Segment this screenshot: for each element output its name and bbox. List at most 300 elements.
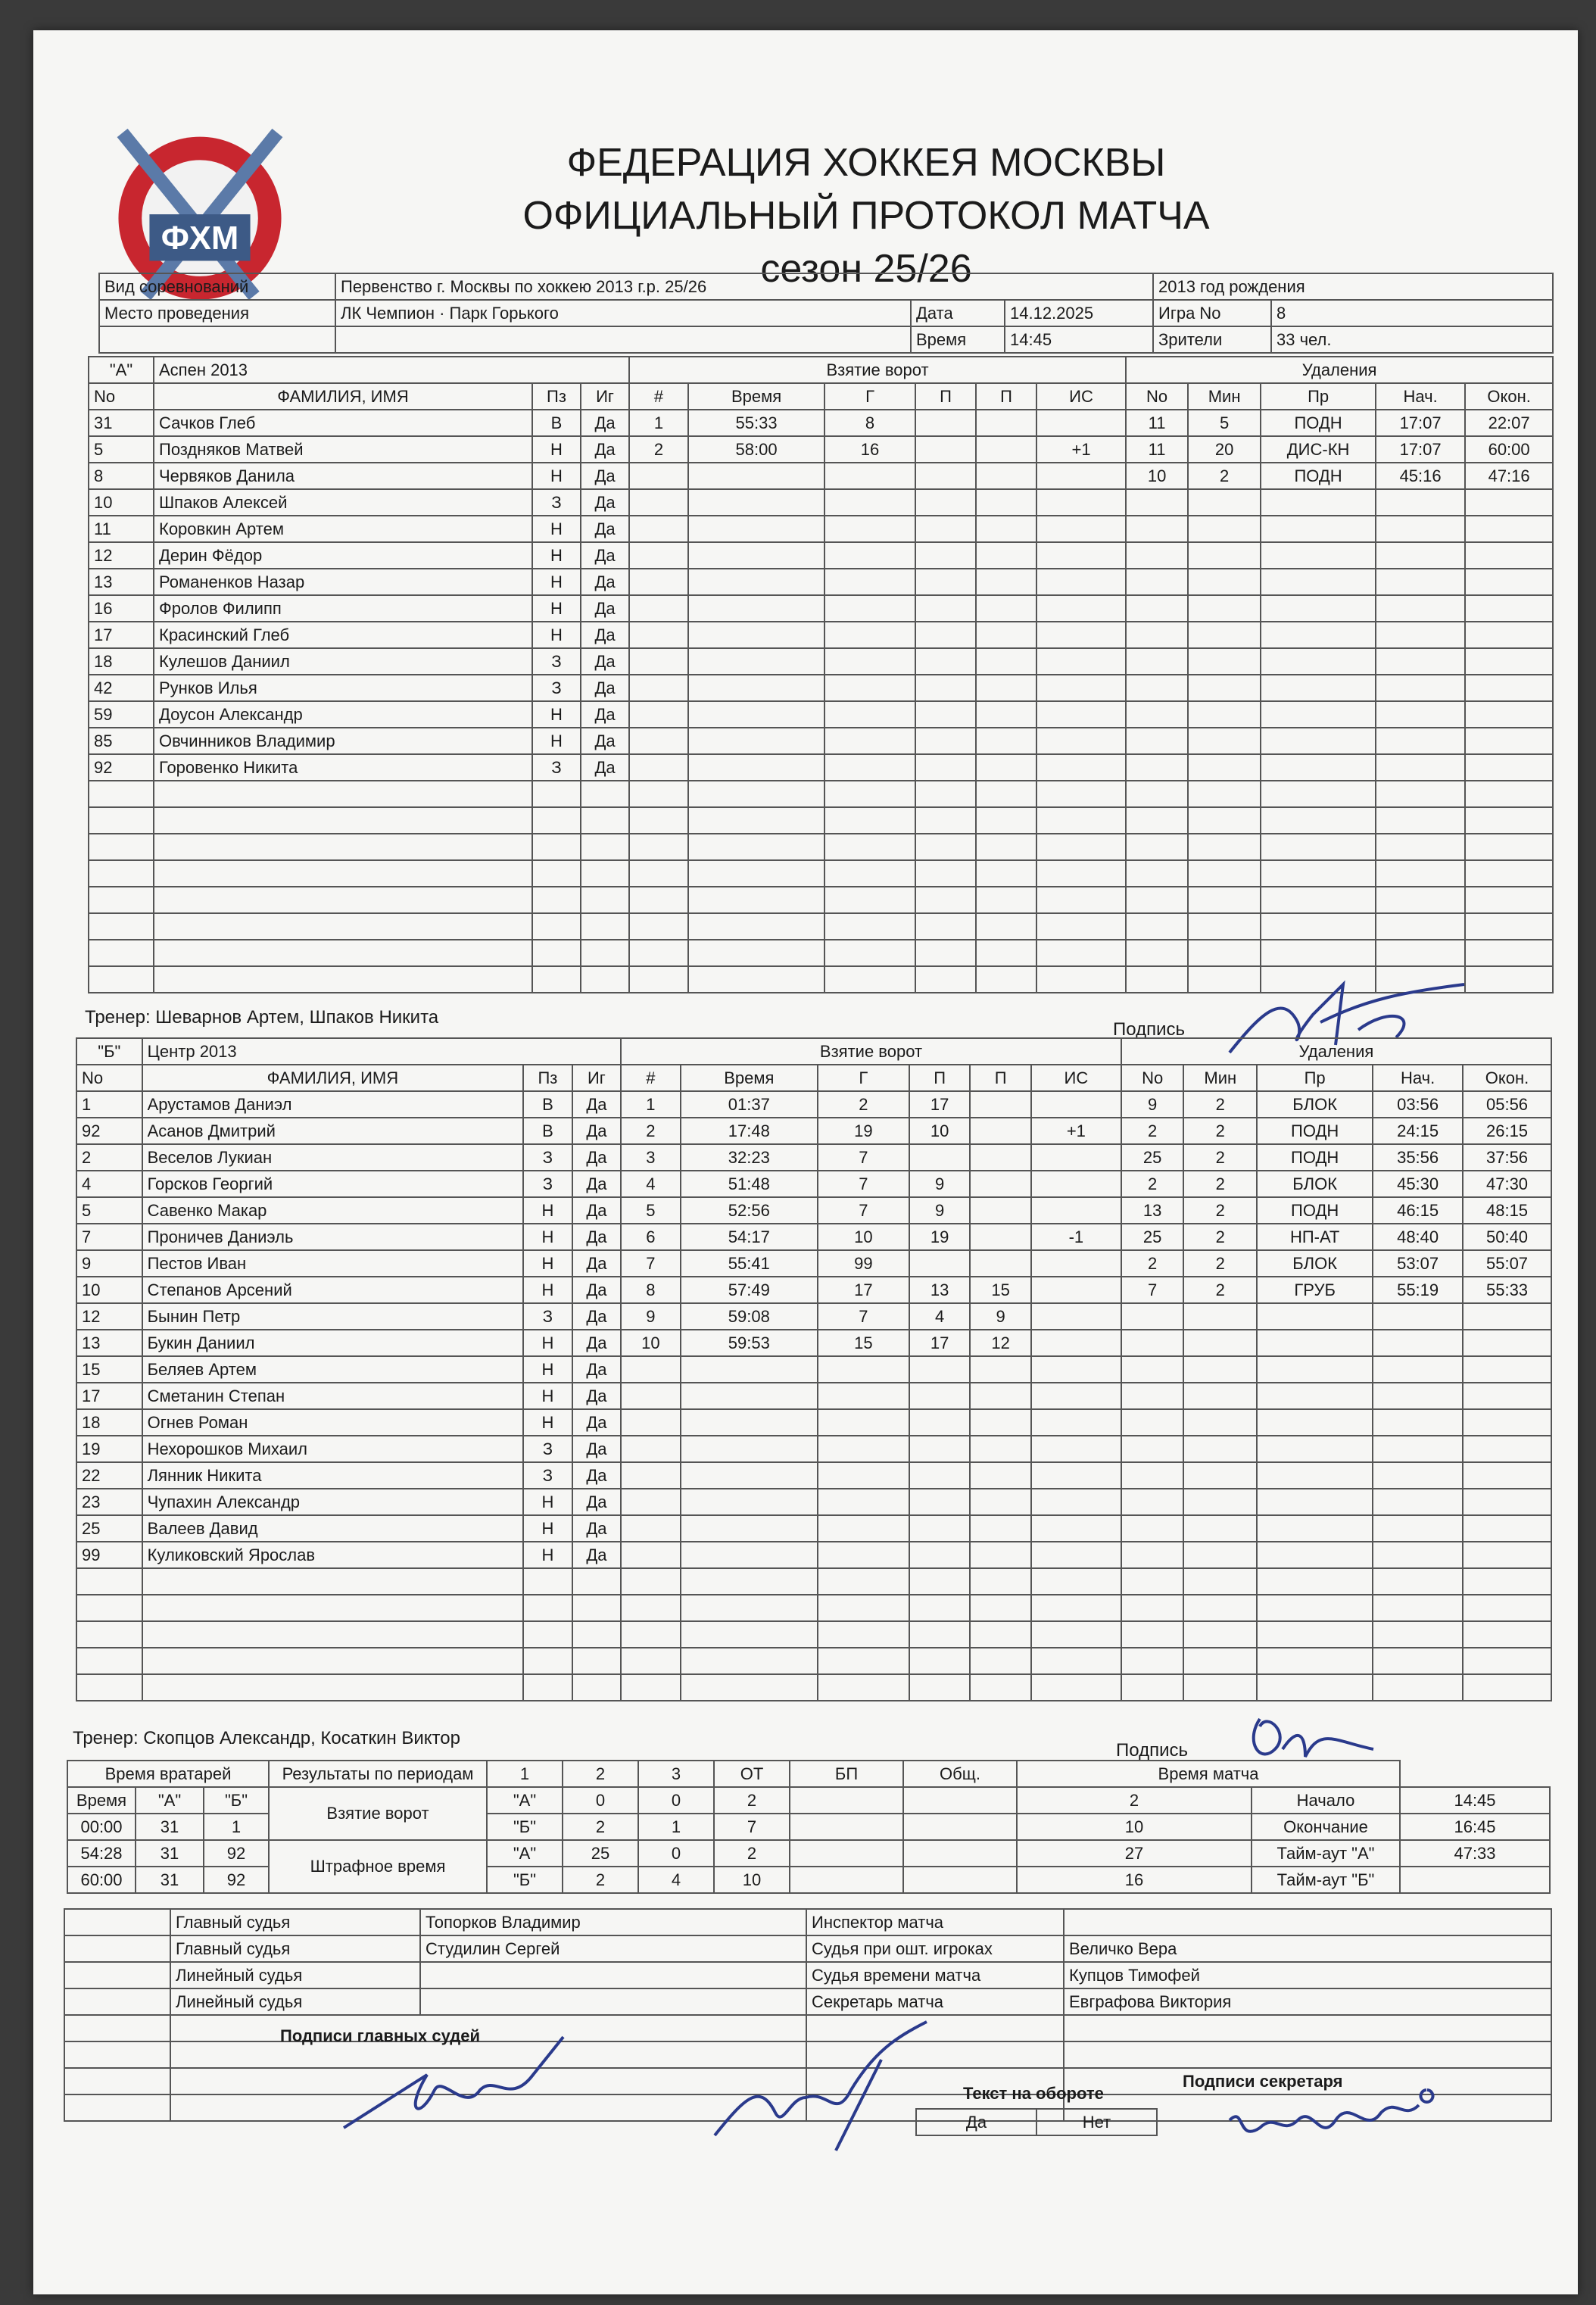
penalty-cell (1373, 1303, 1463, 1330)
player-cell (142, 1674, 524, 1701)
goal-cell (970, 1250, 1031, 1277)
penalty-cell (1376, 728, 1465, 754)
goal-cell (824, 648, 915, 675)
goal-cell (681, 1621, 818, 1648)
period-cell (903, 1867, 1017, 1893)
goal-cell (909, 1462, 971, 1489)
referee1-signature-icon (336, 2029, 578, 2135)
table-row (76, 1595, 1551, 1621)
penalty-cell: 2 (1183, 1250, 1257, 1277)
penalty-cell (1126, 595, 1188, 622)
penalty-cell (1188, 675, 1261, 701)
penalty-cell: 35:56 (1373, 1144, 1463, 1171)
goal-cell (818, 1436, 909, 1462)
goal-cell (976, 516, 1036, 542)
player-cell: Арустамов Даниэл (142, 1091, 524, 1118)
penalty-cell (1188, 648, 1261, 675)
goal-cell (1036, 728, 1126, 754)
penalty-cell (1465, 728, 1553, 754)
player-cell: Да (572, 1250, 621, 1277)
penalty-cell (1373, 1383, 1463, 1409)
goal-cell: 8 (824, 410, 915, 436)
col-pz: Пз (523, 1065, 572, 1091)
penalty-cell: ДИС-КН (1261, 436, 1376, 463)
sig-area3 (1064, 2015, 1551, 2041)
player-cell: 42 (89, 675, 154, 701)
goal-cell (909, 1674, 971, 1701)
penalty-cell (1183, 1621, 1257, 1648)
goal-cell (1036, 807, 1126, 834)
blank-cell (64, 2094, 170, 2121)
penalty-cell (1126, 569, 1188, 595)
player-cell (154, 913, 532, 940)
penalty-cell (1373, 1489, 1463, 1515)
table-row (89, 860, 1553, 887)
player-cell (89, 781, 154, 807)
penalty-cell (1126, 834, 1188, 860)
penalty-cell (1188, 807, 1261, 834)
goal-cell (976, 595, 1036, 622)
penalty-cell (1465, 648, 1553, 675)
col-goal-scorer: Г (824, 383, 915, 410)
mt-label: Окончание (1252, 1814, 1400, 1840)
penalty-cell (1126, 966, 1188, 993)
goal-cell: 32:23 (681, 1144, 818, 1171)
player-cell: 10 (76, 1277, 142, 1303)
player-cell: Н (523, 1224, 572, 1250)
player-cell: 19 (76, 1436, 142, 1462)
player-cell: Н (523, 1489, 572, 1515)
goal-cell (1036, 701, 1126, 728)
penalty-cell (1376, 913, 1465, 940)
player-cell (154, 940, 532, 966)
player-cell: Да (572, 1356, 621, 1383)
player-cell: 22 (76, 1462, 142, 1489)
goal-cell (681, 1356, 818, 1383)
goal-cell (970, 1409, 1031, 1436)
penalty-cell (1188, 622, 1261, 648)
penalty-cell: 24:15 (1373, 1118, 1463, 1144)
secretary-signature-label: Подписи секретаря (1183, 2072, 1343, 2091)
goal-cell (970, 1542, 1031, 1568)
goal-cell (824, 754, 915, 781)
penalty-cell (1257, 1648, 1373, 1674)
col-assist2: П (976, 383, 1036, 410)
penalty-cell: 20 (1188, 436, 1261, 463)
official-role2: Инспектор матча (806, 1909, 1064, 1935)
goal-cell: 1 (621, 1091, 681, 1118)
goal-cell (1031, 1303, 1121, 1330)
col-name: ФАМИЛИЯ, ИМЯ (142, 1065, 524, 1091)
goal-cell: -1 (1031, 1224, 1121, 1250)
table-row (89, 569, 1553, 595)
main-referees-signatures-label: Подписи главных судей (280, 2026, 481, 2045)
table-row (89, 648, 1553, 675)
penalty-cell (1465, 754, 1553, 781)
table-row (76, 1171, 1551, 1197)
player-cell: 92 (76, 1118, 142, 1144)
penalty-cell (1463, 1303, 1551, 1330)
player-cell: Бынин Петр (142, 1303, 524, 1330)
goal-cell (970, 1621, 1031, 1648)
table-row (76, 1515, 1551, 1542)
team-a-coach: Тренер: Шеварнов Артем, Шпаков Никита (85, 1007, 439, 1028)
period-cell: 0 (563, 1787, 638, 1814)
penalty-cell (1257, 1409, 1373, 1436)
penalty-cell (1376, 860, 1465, 887)
player-cell: Н (523, 1197, 572, 1224)
table-row (89, 701, 1553, 728)
penalty-cell (1261, 701, 1376, 728)
mt-label: Тайм-аут "А" (1252, 1840, 1400, 1867)
penalty-cell (1376, 648, 1465, 675)
period-cell: 0 (638, 1787, 714, 1814)
penalty-cell (1373, 1356, 1463, 1383)
player-cell: Да (572, 1197, 621, 1224)
match-time-title: Время матча (1017, 1761, 1400, 1787)
goal-cell (976, 887, 1036, 913)
goal-cell (681, 1383, 818, 1409)
col-goal-scorer: Г (818, 1065, 909, 1091)
player-cell: Горовенко Никита (154, 754, 532, 781)
goal-cell (818, 1409, 909, 1436)
penalty-cell (1463, 1462, 1551, 1489)
col-no: No (76, 1065, 142, 1091)
player-cell (523, 1568, 572, 1595)
penalty-cell (1126, 887, 1188, 913)
goal-cell (629, 966, 688, 993)
penalty-cell (1465, 834, 1553, 860)
period-cell: "А" (487, 1787, 563, 1814)
goal-cell (976, 728, 1036, 754)
goal-cell (976, 622, 1036, 648)
penalty-cell (1188, 701, 1261, 728)
gk-cell: 1 (204, 1814, 269, 1840)
penalty-cell (1126, 860, 1188, 887)
goal-cell (970, 1144, 1031, 1171)
player-cell (76, 1674, 142, 1701)
goal-cell: 4 (621, 1171, 681, 1197)
penalty-cell (1121, 1648, 1184, 1674)
player-cell (142, 1568, 524, 1595)
penalty-cell (1463, 1568, 1551, 1595)
goal-cell (1031, 1250, 1121, 1277)
player-cell: 12 (89, 542, 154, 569)
official-name2: Величко Вера (1064, 1935, 1551, 1962)
goal-cell (1036, 940, 1126, 966)
table-row (89, 410, 1553, 436)
penalty-cell (1463, 1542, 1551, 1568)
player-cell: З (523, 1144, 572, 1171)
penalty-cell: ПОДН (1261, 410, 1376, 436)
penalty-cell (1261, 595, 1376, 622)
table-row (76, 1436, 1551, 1462)
official-name: Топорков Владимир (420, 1909, 806, 1935)
player-cell: Да (581, 728, 629, 754)
penalty-cell (1121, 1595, 1184, 1621)
goal-cell (1036, 754, 1126, 781)
period-cell (903, 1814, 1017, 1840)
penalty-cell (1463, 1409, 1551, 1436)
player-cell: Да (581, 489, 629, 516)
player-cell: Да (581, 463, 629, 489)
player-cell: Чупахин Александр (142, 1489, 524, 1515)
goal-cell (1031, 1144, 1121, 1171)
col-is: ИС (1036, 383, 1126, 410)
player-cell: Да (572, 1330, 621, 1356)
goal-cell: 17 (818, 1277, 909, 1303)
official-name: Студилин Сергей (420, 1935, 806, 1962)
penalty-cell (1373, 1568, 1463, 1595)
goal-cell: 57:49 (681, 1277, 818, 1303)
table-row (76, 1409, 1551, 1436)
goal-cell (824, 781, 915, 807)
player-cell: 25 (76, 1515, 142, 1542)
goal-cell (824, 701, 915, 728)
player-cell: З (523, 1171, 572, 1197)
goal-cell (688, 622, 824, 648)
date: 14.12.2025 (1005, 300, 1153, 326)
goal-cell (1036, 489, 1126, 516)
goal-cell (1031, 1383, 1121, 1409)
goal-cell (915, 754, 976, 781)
penalty-cell (1126, 516, 1188, 542)
goal-cell (915, 701, 976, 728)
goal-cell (1031, 1674, 1121, 1701)
player-cell: Проничев Даниэль (142, 1224, 524, 1250)
player-cell (523, 1621, 572, 1648)
player-cell: Шпаков Алексей (154, 489, 532, 516)
goal-cell (970, 1674, 1031, 1701)
protocol-sheet (33, 30, 1578, 2294)
penalty-cell: ПОДН (1257, 1197, 1373, 1224)
penalty-cell (1376, 595, 1465, 622)
player-cell: Н (532, 569, 581, 595)
goal-cell (621, 1383, 681, 1409)
player-cell (89, 834, 154, 860)
goal-cell (629, 595, 688, 622)
penalty-cell (1465, 516, 1553, 542)
blank-cell (64, 2068, 170, 2094)
penalty-cell: ПОДН (1257, 1118, 1373, 1144)
player-cell: Н (523, 1330, 572, 1356)
player-cell: Да (581, 754, 629, 781)
penalty-cell (1126, 701, 1188, 728)
penalty-cell: 37:56 (1463, 1144, 1551, 1171)
penalty-cell (1261, 675, 1376, 701)
player-cell: Н (523, 1356, 572, 1383)
goal-cell (681, 1674, 818, 1701)
goal-cell: 59:53 (681, 1330, 818, 1356)
goal-cell (915, 410, 976, 436)
period-cell: 25 (563, 1840, 638, 1867)
player-cell: 85 (89, 728, 154, 754)
goal-cell (621, 1595, 681, 1621)
penalty-cell (1261, 754, 1376, 781)
penalty-cell: БЛОК (1257, 1250, 1373, 1277)
goal-cell (915, 675, 976, 701)
col-assist2: П (970, 1065, 1031, 1091)
player-cell: Фролов Филипп (154, 595, 532, 622)
penalty-cell (1463, 1595, 1551, 1621)
player-cell: Н (532, 595, 581, 622)
goal-cell: 9 (909, 1197, 971, 1224)
period-cell: 4 (638, 1867, 714, 1893)
player-cell (532, 807, 581, 834)
table-row (76, 1277, 1551, 1303)
period-cell (903, 1787, 1017, 1814)
birth-year: 2013 год рождения (1153, 273, 1553, 300)
player-cell (532, 940, 581, 966)
penalty-cell (1188, 940, 1261, 966)
player-cell: Да (572, 1436, 621, 1462)
penalty-cell (1373, 1330, 1463, 1356)
goal-cell (1031, 1197, 1121, 1224)
penalty-cell (1376, 887, 1465, 913)
player-cell: З (523, 1436, 572, 1462)
penalty-cell (1126, 807, 1188, 834)
mt-label: Тайм-аут "Б" (1252, 1867, 1400, 1893)
penalty-cell: НП-АТ (1257, 1224, 1373, 1250)
penalty-cell: 13 (1121, 1197, 1184, 1224)
goal-cell (915, 913, 976, 940)
goal-cell (818, 1568, 909, 1595)
table-row (89, 887, 1553, 913)
goal-cell (621, 1409, 681, 1436)
goal-cell (688, 860, 824, 887)
table-row (76, 1303, 1551, 1330)
penalty-cell (1463, 1383, 1551, 1409)
penalty-cell (1257, 1515, 1373, 1542)
goal-cell (976, 781, 1036, 807)
goal-cell (681, 1409, 818, 1436)
goal-cell: 4 (909, 1303, 971, 1330)
player-cell: Н (523, 1250, 572, 1277)
goal-cell (688, 940, 824, 966)
penalty-cell (1126, 913, 1188, 940)
goal-cell (681, 1542, 818, 1568)
team-b-coach: Тренер: Скопцов Александр, Косаткин Виктор (73, 1728, 460, 1748)
penalty-cell: 45:30 (1373, 1171, 1463, 1197)
penalty-cell (1183, 1568, 1257, 1595)
goal-cell (970, 1197, 1031, 1224)
player-cell: В (523, 1118, 572, 1144)
goal-cell: 9 (909, 1171, 971, 1197)
player-cell (532, 834, 581, 860)
goal-cell: 12 (970, 1330, 1031, 1356)
penalty-cell: 5 (1188, 410, 1261, 436)
penalty-cell: 2 (1183, 1224, 1257, 1250)
player-cell (142, 1595, 524, 1621)
col-ig: Иг (572, 1065, 621, 1091)
goal-cell (1031, 1489, 1121, 1515)
penalty-cell (1261, 622, 1376, 648)
goal-cell (818, 1383, 909, 1409)
goal-cell (818, 1648, 909, 1674)
blank-cell (64, 1962, 170, 1988)
penalty-cell (1183, 1383, 1257, 1409)
goal-cell (824, 569, 915, 595)
penalty-cell (1188, 754, 1261, 781)
official-name (420, 1962, 806, 1988)
goal-cell (909, 1436, 971, 1462)
goal-cell (1036, 913, 1126, 940)
title-block (336, 136, 1396, 295)
goal-cell (970, 1224, 1031, 1250)
penalty-cell (1463, 1621, 1551, 1648)
period-cell: 2 (1017, 1787, 1252, 1814)
goal-cell: 17 (909, 1330, 971, 1356)
penalty-cell (1188, 913, 1261, 940)
player-cell: 7 (76, 1224, 142, 1250)
player-cell (581, 860, 629, 887)
penalty-cell (1121, 1515, 1184, 1542)
time-label: Время (911, 326, 1005, 353)
penalty-cell (1121, 1568, 1184, 1595)
goal-cell: 7 (818, 1303, 909, 1330)
penalty-cell (1126, 489, 1188, 516)
penalty-cell (1465, 860, 1553, 887)
goal-cell (970, 1489, 1031, 1515)
penalty-cell (1121, 1542, 1184, 1568)
player-cell: Да (572, 1144, 621, 1171)
goal-cell (824, 675, 915, 701)
goal-cell (621, 1356, 681, 1383)
penalty-cell (1465, 569, 1553, 595)
player-cell: Сметанин Степан (142, 1383, 524, 1409)
table-row (89, 754, 1553, 781)
penalty-cell: 2 (1121, 1250, 1184, 1277)
gk-cell: 31 (136, 1814, 204, 1840)
penalty-cell (1373, 1648, 1463, 1674)
goal-cell (976, 436, 1036, 463)
penalty-cell (1121, 1489, 1184, 1515)
gk-cell: 60:00 (67, 1867, 136, 1893)
period-cell: 7 (714, 1814, 790, 1840)
goal-cell (818, 1674, 909, 1701)
place-label: Место проведения (99, 300, 335, 326)
official-role2: Судья времени матча (806, 1962, 1064, 1988)
col-name: ФАМИЛИЯ, ИМЯ (154, 383, 532, 410)
col-pen-no: No (1126, 383, 1188, 410)
player-cell: Да (572, 1171, 621, 1197)
back-text-no: Нет (1036, 2109, 1157, 2135)
goal-cell (1031, 1277, 1121, 1303)
period-cell (790, 1867, 903, 1893)
player-cell: Да (581, 516, 629, 542)
table-row (76, 1144, 1551, 1171)
period-cell: 0 (638, 1840, 714, 1867)
penalty-cell (1121, 1436, 1184, 1462)
table-row (89, 463, 1553, 489)
penalty-cell: 2 (1183, 1197, 1257, 1224)
penalty-cell (1261, 834, 1376, 860)
col-no: No (89, 383, 154, 410)
table-row (89, 940, 1553, 966)
player-cell: З (523, 1462, 572, 1489)
goal-cell (976, 940, 1036, 966)
player-cell: Савенко Макар (142, 1197, 524, 1224)
team-a-section (88, 356, 1554, 993)
goal-cell (818, 1595, 909, 1621)
comp-label: Вид соревнований (99, 273, 335, 300)
secretary-signature-icon (1214, 2075, 1442, 2158)
col-assist1: П (915, 383, 976, 410)
official-role2: Судья при ошт. игроках (806, 1935, 1064, 1962)
player-cell (154, 860, 532, 887)
goal-cell: 01:37 (681, 1091, 818, 1118)
goal-cell (688, 675, 824, 701)
